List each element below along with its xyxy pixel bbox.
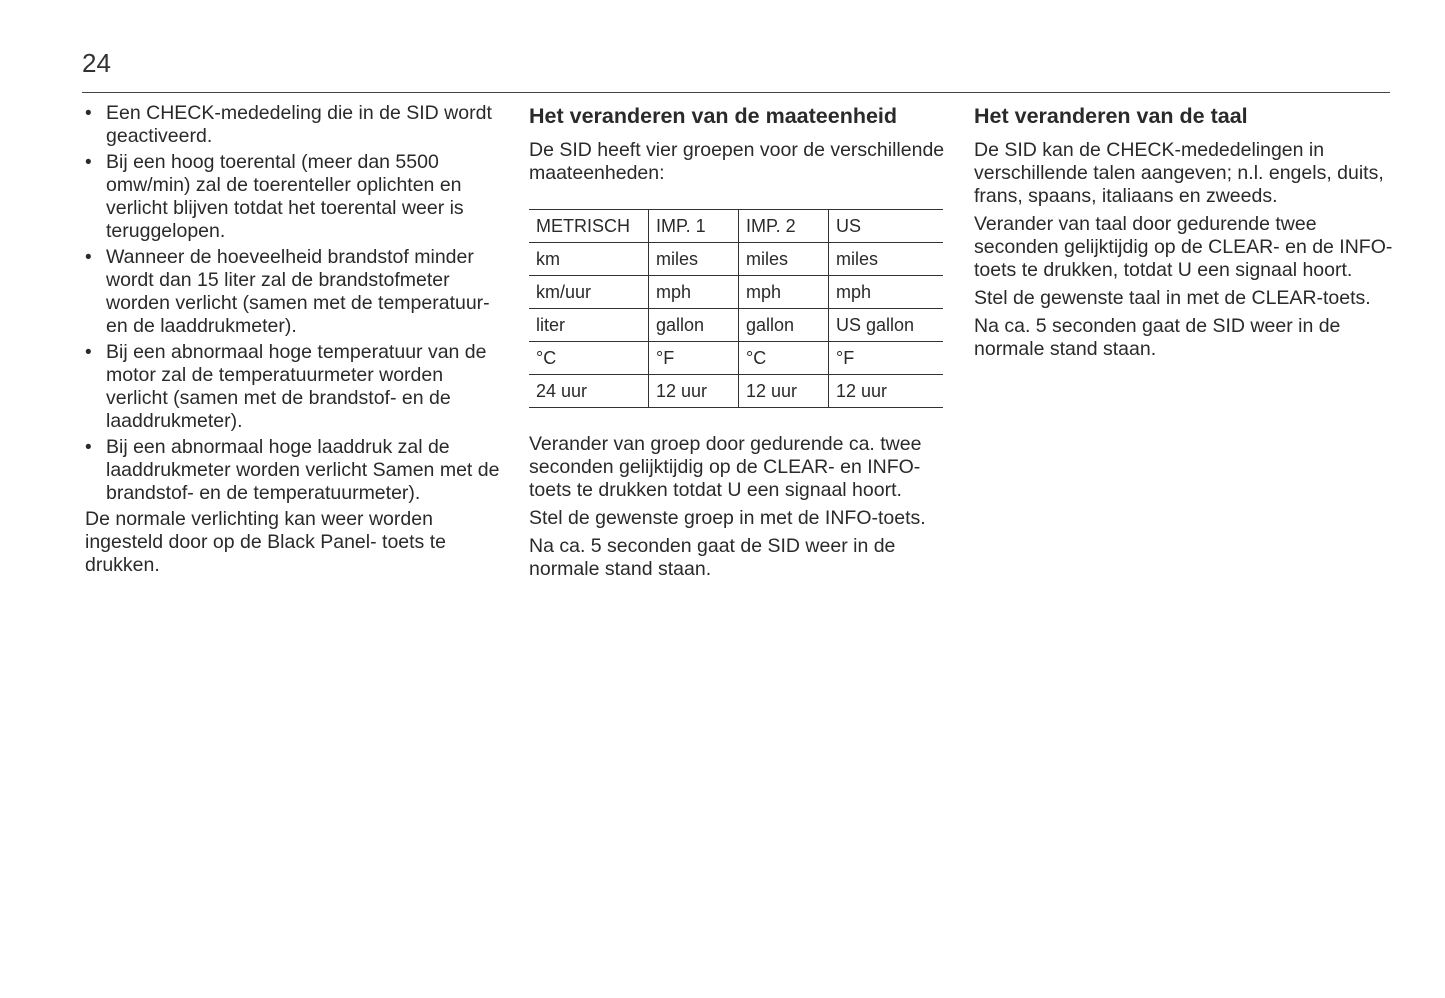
language-paragraph: Stel de gewenste taal in met de CLEAR-toets.	[974, 287, 1371, 309]
table-row	[529, 342, 943, 375]
page-number: 24	[82, 48, 111, 78]
bullet-dot-icon: •	[85, 247, 92, 268]
table-cell: km/uur	[529, 276, 649, 309]
units-paragraph: Verander van groep door gedurende ca. twee seconden gelijktijdig op de CLEAR- en INFO- toets te drukken totdat U een signaal hoort.	[529, 433, 922, 501]
table-row	[529, 375, 943, 408]
table-cell: 24 uur	[529, 375, 649, 408]
table-row	[529, 243, 943, 276]
bullet-item: • Bij een abnormaal hoge laaddruk zal de laaddrukmeter worden verlicht Samen met de brandstof- en de temperatuurmeter).	[85, 436, 500, 504]
table-cell: METRISCH	[529, 210, 649, 243]
column-units	[529, 102, 949, 586]
header-rule	[82, 92, 1390, 93]
table-cell: US gallon	[829, 309, 944, 342]
column-language	[974, 102, 1394, 366]
table-cell: mph	[829, 276, 944, 309]
table-cell: miles	[739, 243, 829, 276]
heading-units: Het veranderen van de maateenheid	[529, 104, 898, 128]
bullet-list	[85, 102, 505, 505]
table-cell: °C	[739, 342, 829, 375]
units-table	[529, 209, 943, 408]
table-row	[529, 210, 943, 243]
table-cell: °F	[829, 342, 944, 375]
table-cell: °F	[649, 342, 739, 375]
table-cell: °C	[529, 342, 649, 375]
bullet-dot-icon: •	[85, 342, 92, 363]
bullet-item: • Bij een hoog toerental (meer dan 5500 omw/min) zal de toerenteller oplichten en verlicht blijven totdat het toerental weer is teruggelopen.	[85, 151, 464, 242]
table-cell: mph	[739, 276, 829, 309]
table-cell: 12 uur	[829, 375, 944, 408]
bullet-dot-icon: •	[85, 152, 92, 173]
bullet-item: • Bij een abnormaal hoge temperatuur van de motor zal de temperatuurmeter worden verlicht (samen met de brandstof- en de laaddrukmeter).	[85, 341, 487, 432]
table-cell: gallon	[649, 309, 739, 342]
language-paragraph: De SID kan de CHECK-mededelingen in verschillende talen aangeven; n.l. engels, duits, frans, spaans, italiaans en zweeds.	[974, 139, 1384, 207]
language-paragraph: Na ca. 5 seconden gaat de SID weer in de normale stand staan.	[974, 315, 1341, 360]
column-warning-lights	[85, 102, 505, 582]
table-cell: miles	[829, 243, 944, 276]
table-cell: IMP. 2	[739, 210, 829, 243]
table-cell: 12 uur	[739, 375, 829, 408]
bullet-item: • Een CHECK-mededeling die in de SID wordt geactiveerd.	[85, 102, 492, 147]
bullet-dot-icon: •	[85, 103, 92, 124]
closing-paragraph: De normale verlichting kan weer worden ingesteld door op de Black Panel- toets te drukken.	[85, 508, 446, 576]
table-cell: IMP. 1	[649, 210, 739, 243]
table-cell: km	[529, 243, 649, 276]
table-cell: mph	[649, 276, 739, 309]
table-cell: 12 uur	[649, 375, 739, 408]
table-row	[529, 276, 943, 309]
bullet-dot-icon: •	[85, 437, 92, 458]
language-paragraph: Verander van taal door gedurende twee seconden gelijktijdig op de CLEAR- en de INFO- toets te drukken, totdat U een signaal hoort.	[974, 213, 1393, 281]
units-paragraph: Na ca. 5 seconden gaat de SID weer in de normale stand staan.	[529, 535, 896, 580]
table-cell: gallon	[739, 309, 829, 342]
table-cell: miles	[649, 243, 739, 276]
bullet-item: • Wanneer de hoeveelheid brandstof minder wordt dan 15 liter zal de brandstofmeter worden verlicht (samen met de temperatuur- en de laaddrukmeter).	[85, 246, 490, 337]
heading-language: Het veranderen van de taal	[974, 104, 1248, 128]
units-paragraph: Stel de gewenste groep in met de INFO-toets.	[529, 507, 926, 529]
units-intro: De SID heeft vier groepen voor de verschillende maateenheden:	[529, 139, 945, 184]
table-row	[529, 309, 943, 342]
table-cell: liter	[529, 309, 649, 342]
table-cell: US	[829, 210, 944, 243]
